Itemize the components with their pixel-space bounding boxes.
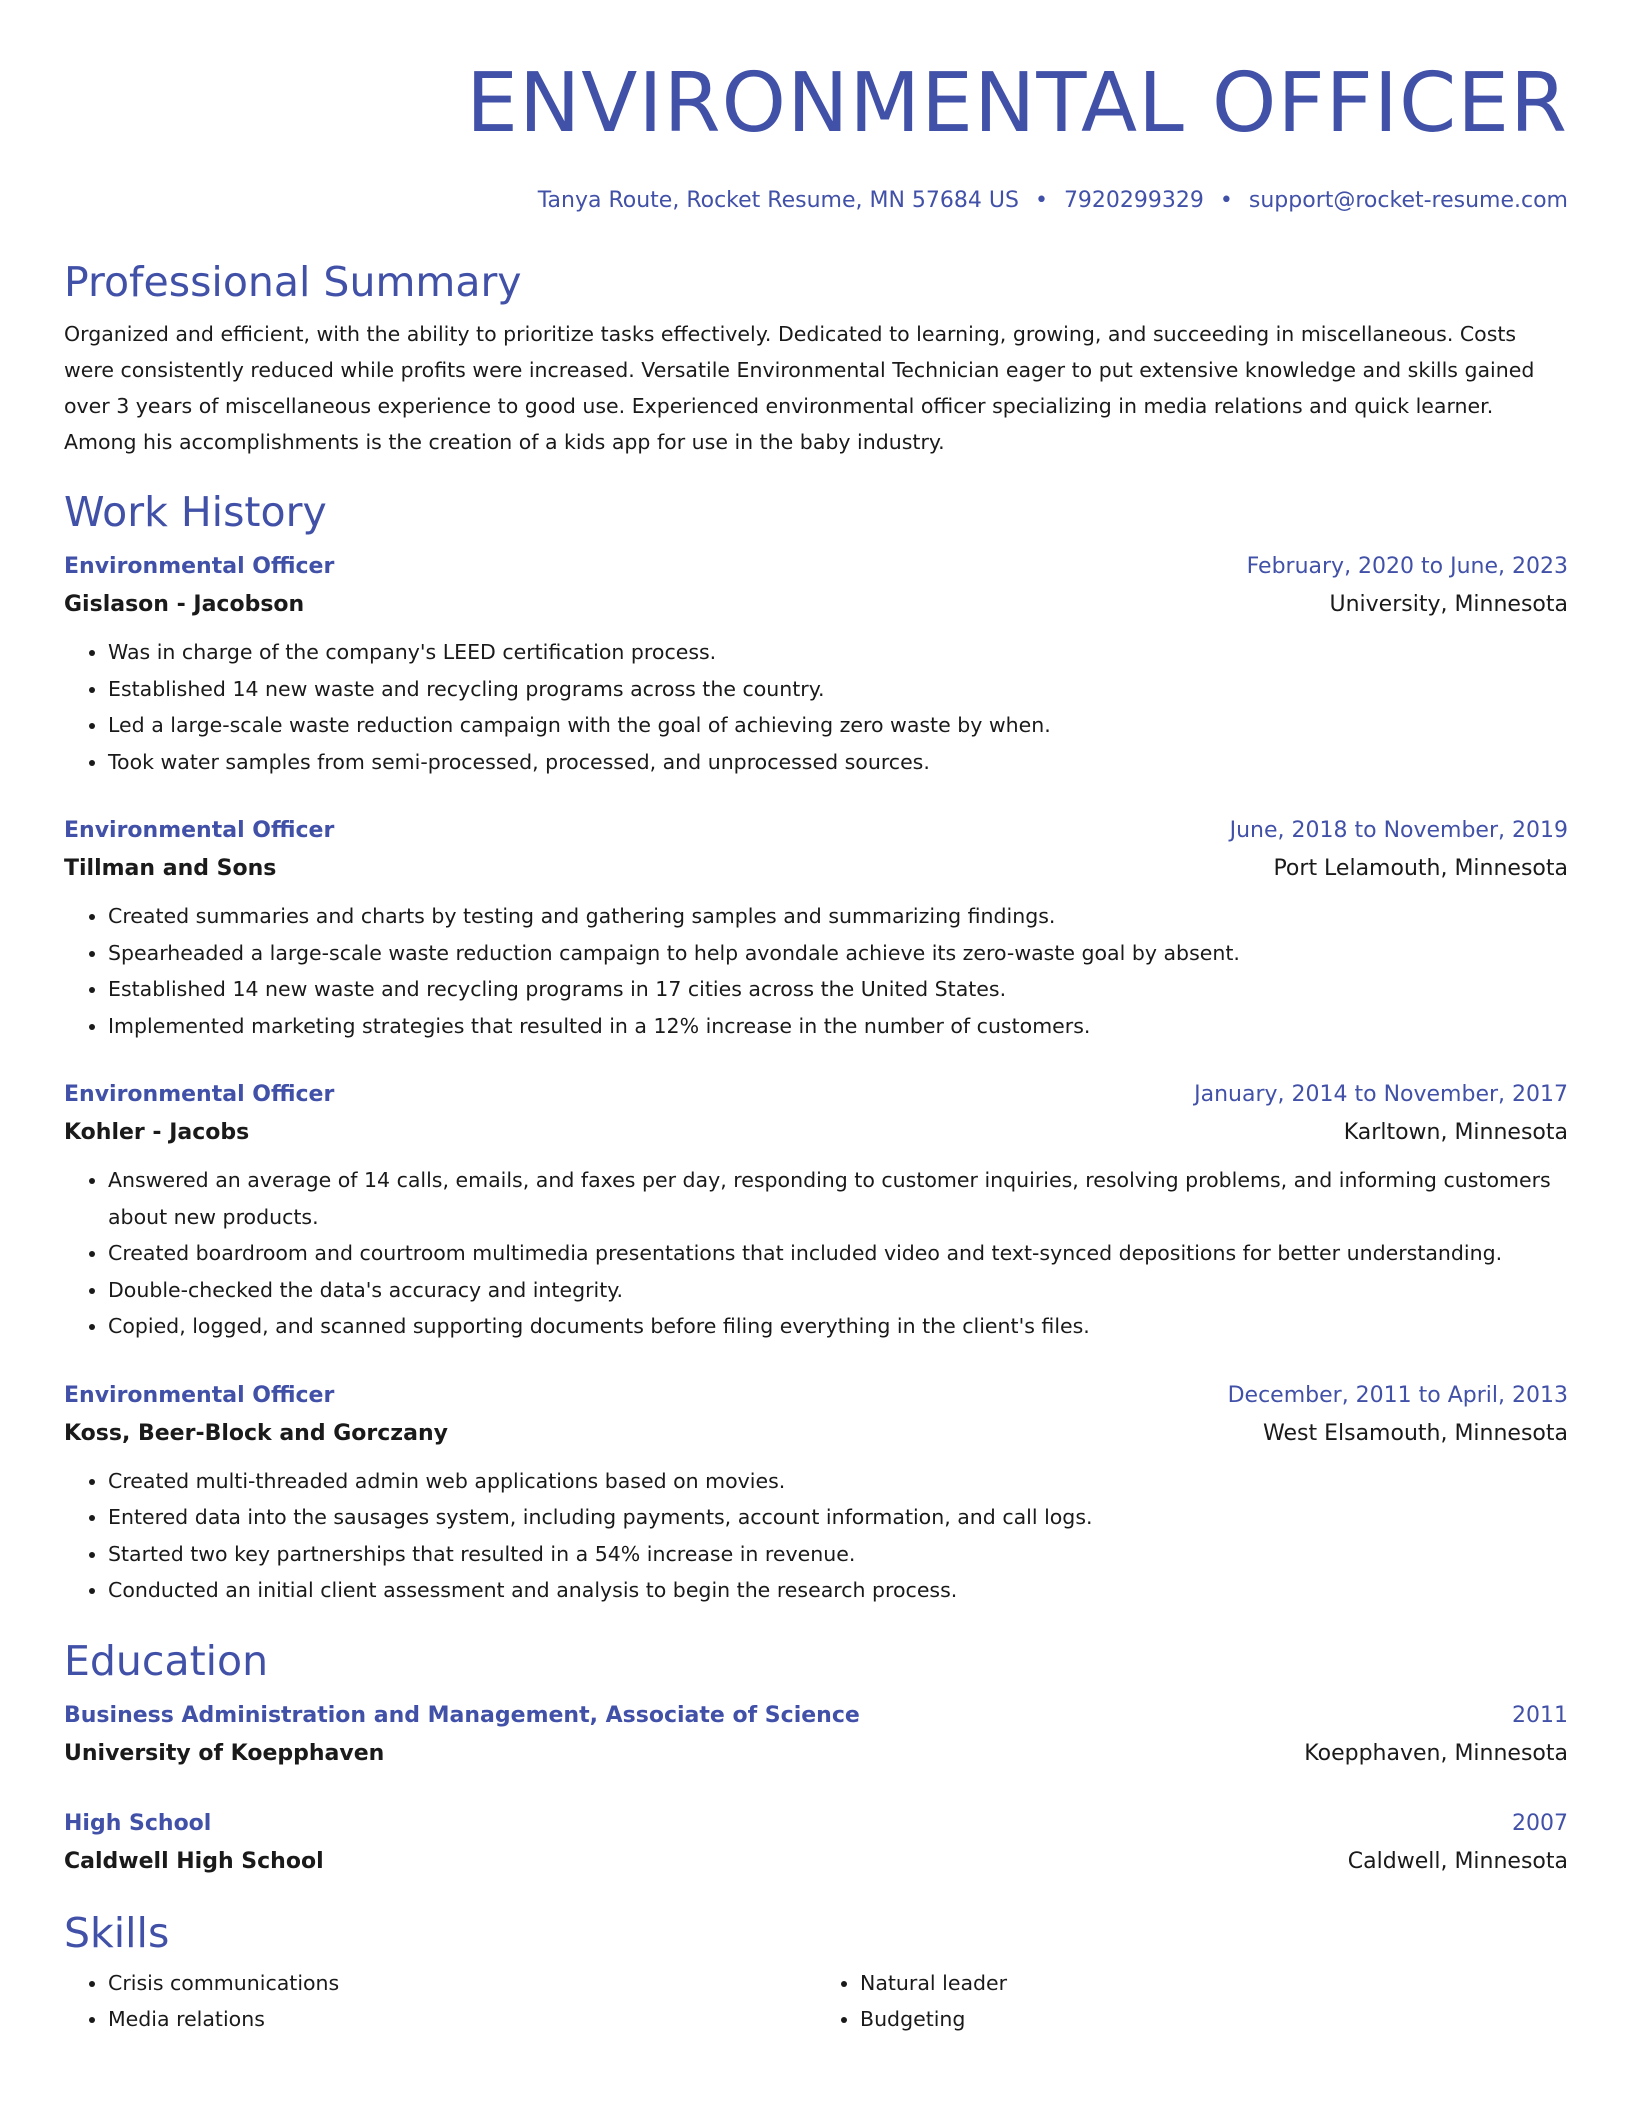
section-title-education: Education <box>64 1636 269 1685</box>
list-item: • Led a large-scale waste reduction campaign with the goal of achieving zero waste by when. <box>108 707 1568 744</box>
summary-text: Organized and efficient, with the ability to prioritize tasks effectively. Dedicated to learning, growing, and succeeding in miscellaneous. Costs were consistently reduced while profits were increased. Versatile Environmental Technician eager to put extensive knowledge and skills gained over 3 years of miscellaneous experience to good use. Experienced environmental officer specializing in media relations and quick learner. Among his accomplishments is the creation of a kids app for use in the baby industry. <box>64 322 1535 454</box>
education-location: Koepphaven, Minnesota <box>1304 1740 1568 1766</box>
resume-content <box>64 256 1568 2038</box>
separator-dot: • <box>1034 188 1048 213</box>
education-school: University of Koepphaven <box>64 1740 385 1766</box>
section-title-summary: Professional Summary <box>64 258 522 306</box>
job-dates: December, 2011 to April, 2013 <box>1227 1382 1568 1408</box>
contact-phone: 7920299329 <box>1063 188 1204 213</box>
separator-dot: • <box>1219 188 1233 213</box>
list-item: • Created boardroom and courtroom multimedia presentations that included video and text-synced depositions for better understanding. <box>108 1235 1568 1272</box>
list-item: • Media relations <box>108 2001 816 2038</box>
job-title: Environmental Officer <box>64 1082 335 1107</box>
job-dates: February, 2020 to June, 2023 <box>1246 554 1568 579</box>
section-title-work-history: Work History <box>64 488 327 536</box>
job-dates: January, 2014 to November, 2017 <box>1194 1082 1568 1107</box>
skills-right-column <box>816 1965 1568 2038</box>
job-location: Karltown, Minnesota <box>1343 1120 1568 1145</box>
job-company: Gislason - Jacobson <box>64 592 305 617</box>
job-bullets <box>64 1162 1568 1345</box>
list-item: • Established 14 new waste and recycling programs in 17 cities across the United States. <box>108 971 1568 1008</box>
education-school: Caldwell High School <box>64 1848 324 1874</box>
education-degree: High School <box>64 1810 212 1836</box>
job-entry <box>64 1076 1568 1345</box>
list-item: • Double-checked the data's accuracy and integrity. <box>108 1272 1568 1309</box>
list-item: • Natural leader <box>860 1965 1568 2002</box>
job-dates: June, 2018 to November, 2019 <box>1229 818 1568 843</box>
list-item: • Conducted an initial client assessment and analysis to begin the research process. <box>108 1572 1568 1609</box>
education-year: 2011 <box>1512 1702 1568 1728</box>
job-bullets <box>64 898 1568 1044</box>
work-history-section <box>64 486 1568 1609</box>
list-item: • Created summaries and charts by testing and gathering samples and summarizing findings. <box>108 898 1568 935</box>
job-company: Koss, Beer-Block and Gorczany <box>64 1420 448 1446</box>
job-location: University, Minnesota <box>1329 592 1568 617</box>
summary-section <box>64 256 1568 460</box>
job-company: Tillman and Sons <box>64 856 277 881</box>
contact-address: Tanya Route, Rocket Resume, MN 57684 US <box>537 188 1019 213</box>
job-title: Environmental Officer <box>64 554 335 579</box>
skills-columns <box>64 1965 1568 2038</box>
job-title: Environmental Officer <box>64 818 335 843</box>
job-entry <box>64 548 1568 780</box>
job-bullets <box>64 634 1568 780</box>
list-item: • Was in charge of the company's LEED certification process. <box>108 634 1568 671</box>
list-item: • Entered data into the sausages system, including payments, account information, and call logs. <box>108 1499 1568 1536</box>
education-entry <box>64 1805 1568 1881</box>
list-item: • Spearheaded a large-scale waste reduction campaign to help avondale achieve its zero-waste goal by absent. <box>108 935 1568 972</box>
education-entry <box>64 1697 1568 1773</box>
resume-name: ENVIRONMENTAL OFFICER <box>466 56 1568 151</box>
list-item: • Answered an average of 14 calls, emails, and faxes per day, responding to customer inquiries, resolving problems, and informing customers about new products. <box>108 1162 1568 1235</box>
list-item: • Implemented marketing strategies that resulted in a 12% increase in the number of customers. <box>108 1008 1568 1045</box>
contact-line <box>466 186 1568 216</box>
contact-email: support@rocket-resume.com <box>1248 188 1568 213</box>
job-company: Kohler - Jacobs <box>64 1120 250 1145</box>
section-title-skills: Skills <box>64 1908 170 1957</box>
skills-section <box>64 1907 1568 2038</box>
job-bullets <box>64 1463 1568 1609</box>
skills-left-column <box>64 1965 816 2038</box>
education-location: Caldwell, Minnesota <box>1347 1848 1568 1874</box>
education-section <box>64 1635 1568 1881</box>
list-item: • Started two key partnerships that resulted in a 54% increase in revenue. <box>108 1536 1568 1573</box>
resume-header <box>466 56 1568 216</box>
job-entry <box>64 812 1568 1044</box>
list-item: • Took water samples from semi-processed, processed, and unprocessed sources. <box>108 744 1568 781</box>
job-location: West Elsamouth, Minnesota <box>1263 1420 1568 1446</box>
list-item: • Created multi-threaded admin web applications based on movies. <box>108 1463 1568 1500</box>
job-location: Port Lelamouth, Minnesota <box>1273 856 1568 881</box>
list-item: • Copied, logged, and scanned supporting documents before filing everything in the client's files. <box>108 1308 1568 1345</box>
list-item: • Crisis communications <box>108 1965 816 2002</box>
list-item: • Established 14 new waste and recycling programs across the country. <box>108 671 1568 708</box>
list-item: • Budgeting <box>860 2001 1568 2038</box>
education-degree: Business Administration and Management, Associate of Science <box>64 1702 860 1728</box>
job-entry <box>64 1377 1568 1609</box>
job-title: Environmental Officer <box>64 1382 335 1408</box>
education-year: 2007 <box>1512 1810 1568 1836</box>
